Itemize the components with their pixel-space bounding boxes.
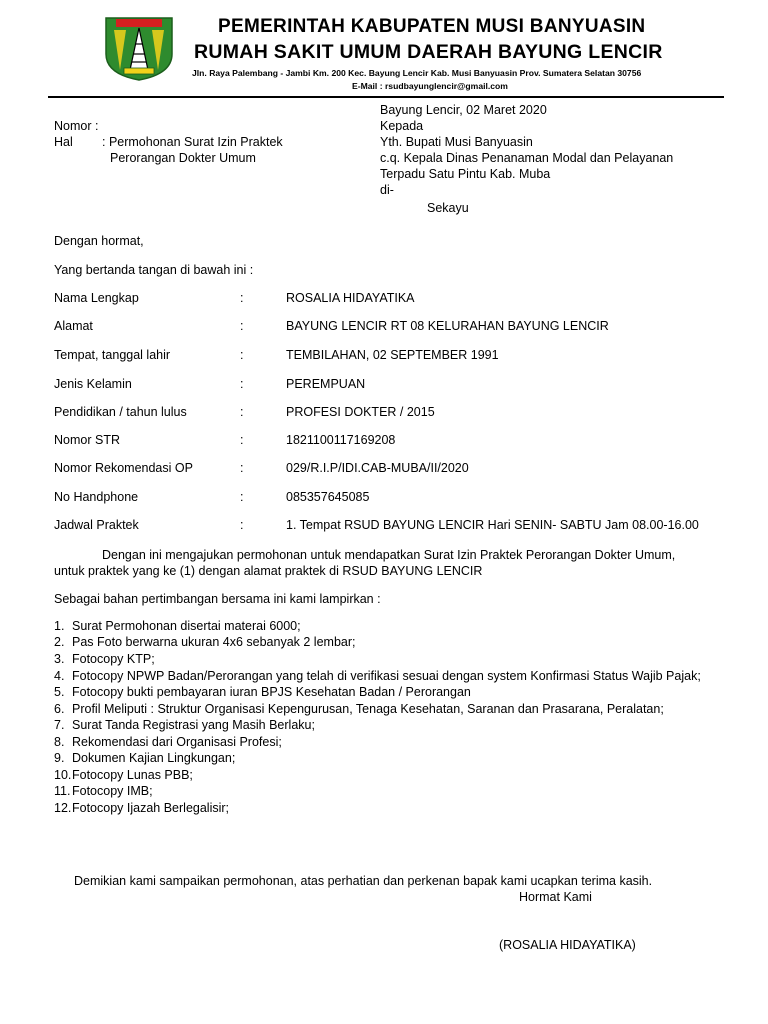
list-item-number: 7.: [54, 718, 65, 732]
field-label: Nomor Rekomendasi OP: [54, 461, 193, 475]
header-hospital-name: RUMAH SAKIT UMUM DAERAH BAYUNG LENCIR: [194, 41, 663, 63]
nomor-label: Nomor :: [54, 119, 99, 133]
header-email: E-Mail : rsudbayunglencir@gmail.com: [352, 81, 508, 91]
recipient-line: di-: [380, 183, 394, 197]
list-item-number: 1.: [54, 619, 65, 633]
list-item-number: 12.: [54, 801, 72, 815]
list-item-text: Dokumen Kajian Lingkungan;: [72, 751, 236, 765]
field-value: 1821100117169208: [286, 433, 396, 447]
field-value: PEREMPUAN: [286, 377, 366, 391]
list-item-text: Rekomendasi dari Organisasi Profesi;: [72, 735, 282, 749]
field-colon: :: [240, 319, 244, 333]
list-item: [54, 651, 155, 667]
field-row: [54, 376, 714, 392]
header-government-title: PEMERINTAH KABUPATEN MUSI BANYUASIN: [218, 16, 646, 37]
field-colon: :: [240, 518, 244, 532]
list-item-text: Fotocopy NPWP Badan/Perorangan yang telah di verifikasi sesuai dengan system Konfirmasi Status Wajib Pajak;: [72, 669, 701, 683]
request-paragraph-line2: untuk praktek yang ke (1) dengan alamat praktek di RSUD BAYUNG LENCIR: [54, 564, 483, 578]
list-item-text: Surat Tanda Registrasi yang Masih Berlaku;: [72, 718, 315, 732]
header-divider: [48, 96, 724, 98]
list-item-text: Fotocopy KTP;: [72, 652, 155, 666]
list-item-number: 11.: [54, 784, 71, 798]
list-item-number: 2.: [54, 635, 65, 649]
list-item: [54, 618, 301, 634]
list-item: [54, 684, 471, 700]
list-item: [54, 634, 356, 650]
list-item-number: 5.: [54, 685, 65, 699]
list-item-text: Profil Meliputi : Struktur Organisasi Kepengurusan, Tenaga Kesehatan, Saranan dan Prasarana, Peralatan;: [72, 702, 664, 716]
field-value: 029/R.I.P/IDI.CAB-MUBA/II/2020: [286, 461, 469, 475]
closing-paragraph: Demikian kami sampaikan permohonan, atas perhatian dan perkenan bapak kami ucapkan terima kasih.: [74, 874, 653, 888]
hospital-logo: [102, 14, 176, 82]
field-colon: :: [240, 433, 244, 447]
regards-text: Hormat Kami: [519, 890, 592, 904]
field-value: TEMBILAHAN, 02 SEPTEMBER 1991: [286, 348, 499, 362]
greeting: Dengan hormat,: [54, 234, 144, 248]
field-label: No Handphone: [54, 490, 139, 504]
list-item: [54, 717, 315, 733]
hal-label: Hal: [54, 135, 73, 149]
field-row: [54, 318, 714, 334]
field-label: Nama Lengkap: [54, 291, 139, 305]
request-paragraph-line1: Dengan ini mengajukan permohonan untuk mendapatkan Surat Izin Praktek Perorangan Dokter Umum,: [102, 548, 676, 562]
list-item-number: 6.: [54, 702, 65, 716]
field-label: Alamat: [54, 319, 93, 333]
place-date: Bayung Lencir, 02 Maret 2020: [380, 103, 547, 117]
list-item-text: Fotocopy IMB;: [72, 784, 153, 798]
field-label: Pendidikan / tahun lulus: [54, 405, 187, 419]
attachments-intro: Sebagai bahan pertimbangan bersama ini kami lampirkan :: [54, 592, 381, 606]
list-item: [54, 783, 153, 799]
field-row: [54, 489, 714, 505]
list-item: [54, 767, 193, 783]
field-row: [54, 347, 714, 363]
field-row: [54, 460, 714, 476]
hal-subject-line2: Perorangan Dokter Umum: [110, 151, 256, 165]
regency-emblem-icon: [102, 14, 176, 82]
field-colon: :: [240, 348, 244, 362]
signature-name: (ROSALIA HIDAYATIKA): [499, 938, 636, 952]
field-value: 1. Tempat RSUD BAYUNG LENCIR Hari SENIN- SABTU Jam 08.00-16.00: [286, 518, 699, 532]
recipient-line: c.q. Kepala Dinas Penanaman Modal dan Pelayanan: [380, 151, 674, 165]
list-item-number: 3.: [54, 652, 65, 666]
field-colon: :: [240, 405, 244, 419]
recipient-city: Sekayu: [427, 201, 469, 215]
recipient-kepada: Kepada: [380, 119, 424, 133]
list-item: [54, 750, 235, 766]
list-item-text: Pas Foto berwarna ukuran 4x6 sebanyak 2 lembar;: [72, 635, 356, 649]
header-address: Jln. Raya Palembang - Jambi Km. 200 Kec. Bayung Lencir Kab. Musi Banyuasin Prov. Sumatera Selatan 30756: [192, 68, 642, 78]
field-value: PROFESI DOKTER / 2015: [286, 405, 435, 419]
list-item-number: 10.: [54, 768, 72, 782]
list-item: [54, 701, 664, 717]
field-colon: :: [240, 291, 244, 305]
field-colon: :: [240, 490, 244, 504]
list-item-text: Surat Permohonan disertai materai 6000;: [72, 619, 301, 633]
field-label: Tempat, tanggal lahir: [54, 348, 171, 362]
list-item-text: Fotocopy Ijazah Berlegalisir;: [72, 801, 230, 815]
field-row: [54, 517, 714, 533]
field-label: Nomor STR: [54, 433, 120, 447]
list-item-number: 4.: [54, 669, 65, 683]
recipient-line: Yth. Bupati Musi Banyuasin: [380, 135, 533, 149]
list-item: [54, 800, 229, 816]
list-item-text: Fotocopy bukti pembayaran iuran BPJS Kesehatan Badan / Perorangan: [72, 685, 471, 699]
list-item: [54, 668, 701, 684]
field-colon: :: [240, 461, 244, 475]
intro-text: Yang bertanda tangan di bawah ini :: [54, 263, 254, 277]
hal-subject-line1: : Permohonan Surat Izin Praktek: [102, 135, 283, 149]
field-label: Jenis Kelamin: [54, 377, 132, 391]
recipient-line: Terpadu Satu Pintu Kab. Muba: [380, 167, 551, 181]
field-row: [54, 290, 714, 306]
field-value: 085357645085: [286, 490, 370, 504]
list-item-number: 8.: [54, 735, 65, 749]
field-colon: :: [240, 377, 244, 391]
list-item-number: 9.: [54, 751, 65, 765]
list-item-text: Fotocopy Lunas PBB;: [72, 768, 193, 782]
field-value: BAYUNG LENCIR RT 08 KELURAHAN BAYUNG LENCIR: [286, 319, 609, 333]
list-item: [54, 734, 282, 750]
field-value: ROSALIA HIDAYATIKA: [286, 291, 415, 305]
field-row: [54, 404, 714, 420]
field-row: [54, 432, 714, 448]
field-label: Jadwal Praktek: [54, 518, 139, 532]
